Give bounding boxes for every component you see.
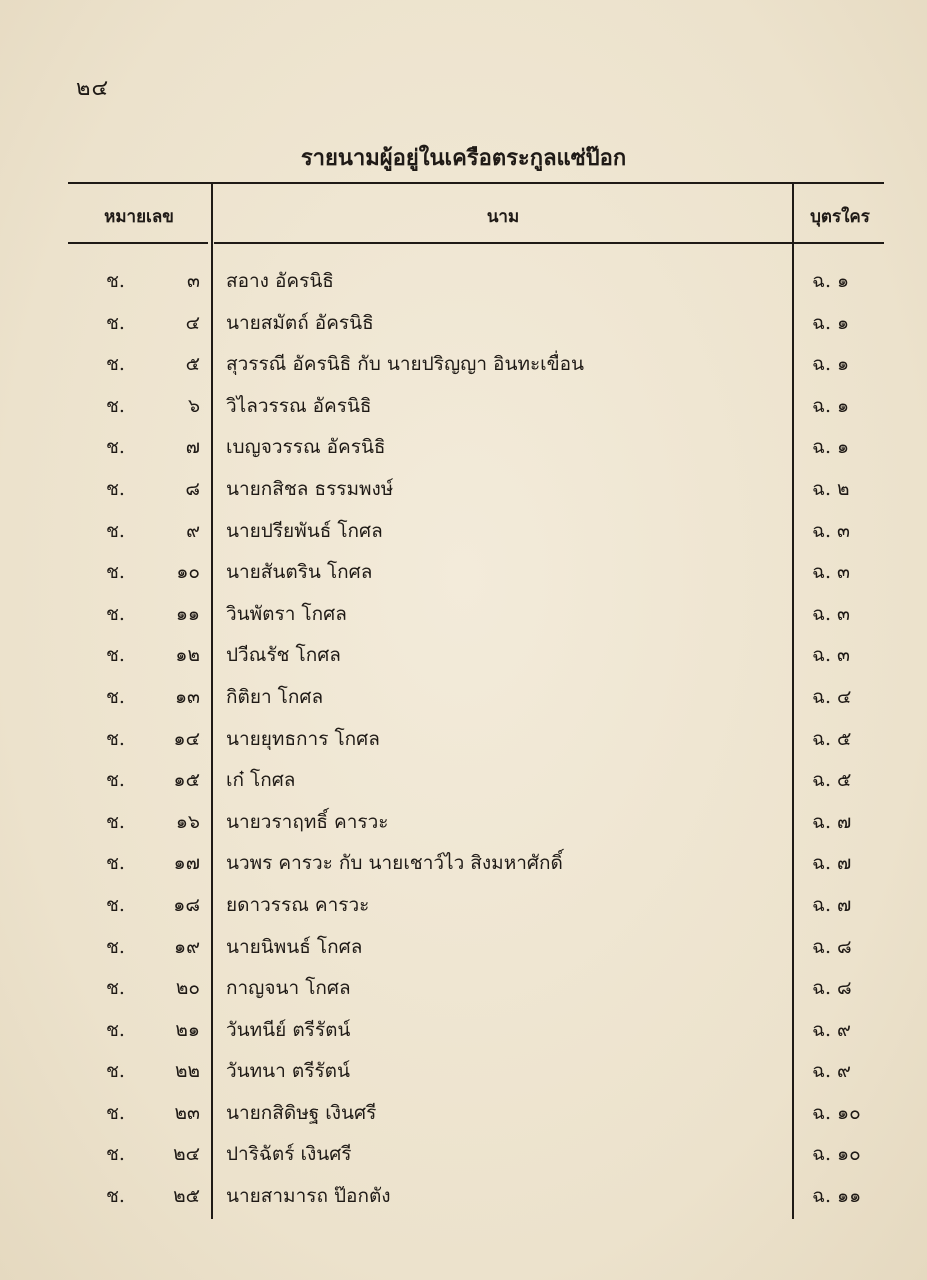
table-row bbox=[0, 591, 927, 633]
row-child-of: ฉ. ๕ bbox=[812, 769, 852, 792]
row-name: สุวรรณี อัครนิธิ กับ นายปริญญา อินทะเขื่อน bbox=[226, 353, 585, 376]
row-child-of: ฉ. ๗ bbox=[812, 893, 852, 916]
row-name: ยดาวรรณ คารวะ bbox=[226, 893, 370, 916]
row-name: นวพร คารวะ กับ นายเชาว์ไว สิงมหาศักดิ์ bbox=[226, 852, 563, 875]
row-child-of: ฉ. ๓ bbox=[812, 561, 851, 584]
page-title: รายนามผู้อยู่ในเครือตระกูลแซ่ป๊อก bbox=[300, 145, 627, 171]
table-row bbox=[0, 1007, 927, 1049]
row-child-of: ฉ. ๘ bbox=[812, 977, 852, 1000]
row-name: วิไลวรรณ อัครนิธิ bbox=[226, 394, 372, 417]
row-name: นายสมัตถ์ อัครนิธิ bbox=[226, 311, 374, 334]
table-body bbox=[0, 258, 927, 1215]
row-code-number: ๒๐ bbox=[175, 977, 200, 1000]
row-code-prefix: ช. bbox=[106, 477, 125, 500]
row-code-number: ๙ bbox=[186, 519, 200, 542]
row-name: สอาง อัครนิธิ bbox=[226, 270, 334, 292]
table-row bbox=[0, 799, 927, 841]
table-row bbox=[0, 840, 927, 882]
row-code-prefix: ช. bbox=[106, 1185, 125, 1208]
row-code-prefix: ช. bbox=[106, 1143, 125, 1166]
page-number: ๒๔ bbox=[76, 76, 110, 101]
table-row bbox=[0, 258, 927, 300]
row-code-prefix: ช. bbox=[106, 893, 125, 916]
table-row bbox=[0, 424, 927, 466]
row-code-number: ๑๖ bbox=[175, 810, 200, 833]
row-code-prefix: ช. bbox=[106, 727, 125, 750]
row-code-prefix: ช. bbox=[106, 353, 125, 376]
row-code-prefix: ช. bbox=[106, 935, 125, 958]
table-row bbox=[0, 300, 927, 342]
row-code-prefix: ช. bbox=[106, 1018, 125, 1041]
table-row bbox=[0, 1090, 927, 1132]
row-code-number: ๑๐ bbox=[176, 561, 200, 584]
row-name: นายยุทธการ โกศล bbox=[226, 727, 380, 750]
row-code-prefix: ช. bbox=[106, 394, 125, 417]
row-name: เก๋ โกศล bbox=[226, 769, 296, 792]
row-name: นายสามารถ ป๊อกตัง bbox=[226, 1185, 391, 1208]
header-child-of: บุตรใคร bbox=[810, 207, 870, 227]
row-code-number: ๘ bbox=[185, 477, 200, 500]
row-code-number: ๑๒ bbox=[175, 644, 200, 667]
table-row bbox=[0, 632, 927, 674]
row-code-number: ๒๔ bbox=[173, 1143, 200, 1166]
row-code-prefix: ช. bbox=[106, 270, 125, 292]
table-row bbox=[0, 341, 927, 383]
table-row bbox=[0, 1048, 927, 1090]
table-top-rule bbox=[68, 182, 884, 184]
row-child-of: ฉ. ๗ bbox=[812, 810, 852, 833]
table-row bbox=[0, 965, 927, 1007]
row-child-of: ฉ. ๒ bbox=[812, 477, 850, 500]
row-code-prefix: ช. bbox=[106, 436, 125, 459]
row-code-number: ๒๒ bbox=[174, 1060, 200, 1083]
row-name: วันทนา ตรีรัตน์ bbox=[226, 1060, 350, 1083]
table-row bbox=[0, 1131, 927, 1173]
row-code-number: ๒๓ bbox=[174, 1101, 200, 1124]
row-code-number: ๓ bbox=[187, 270, 200, 292]
row-child-of: ฉ. ๓ bbox=[812, 602, 851, 625]
row-code-prefix: ช. bbox=[106, 810, 125, 833]
row-child-of: ฉ. ๑๑ bbox=[812, 1185, 862, 1208]
row-code-prefix: ช. bbox=[106, 1101, 125, 1124]
row-code-prefix: ช. bbox=[106, 769, 125, 792]
row-code-number: ๒๕ bbox=[173, 1185, 200, 1208]
row-name: นายปรียพันธ์ โกศล bbox=[226, 519, 383, 542]
table-row bbox=[0, 1173, 927, 1215]
row-code-number: ๑๓ bbox=[174, 685, 200, 708]
row-code-number: ๑๘ bbox=[173, 893, 200, 916]
table-row bbox=[0, 508, 927, 550]
row-code-prefix: ช. bbox=[106, 1060, 125, 1083]
row-child-of: ฉ. ๘ bbox=[812, 935, 852, 958]
row-code-number: ๑๕ bbox=[173, 769, 200, 792]
row-code-number: ๑๑ bbox=[175, 602, 200, 625]
row-code-prefix: ช. bbox=[106, 644, 125, 667]
header-rule-right bbox=[214, 242, 884, 244]
row-name: นายสันตริน โกศล bbox=[226, 561, 373, 584]
row-code-prefix: ช. bbox=[106, 685, 125, 708]
row-child-of: ฉ. ๑๐ bbox=[812, 1101, 861, 1124]
row-name: นายนิพนธ์ โกศล bbox=[226, 935, 363, 958]
header-code: หมายเลข bbox=[104, 207, 174, 227]
row-name: นายกสิดิษฐ เงินศรี bbox=[226, 1101, 377, 1124]
table-row bbox=[0, 882, 927, 924]
table-row bbox=[0, 674, 927, 716]
row-name: ปาริฉัตร์ เงินศรี bbox=[226, 1143, 352, 1166]
table-row bbox=[0, 466, 927, 508]
row-name: นายกสิชล ธรรมพงษ์ bbox=[226, 477, 394, 500]
row-code-number: ๖ bbox=[187, 394, 200, 417]
row-code-prefix: ช. bbox=[106, 311, 125, 334]
row-code-number: ๑๙ bbox=[174, 935, 200, 958]
row-child-of: ฉ. ๓ bbox=[812, 519, 851, 542]
row-child-of: ฉ. ๑ bbox=[812, 270, 850, 292]
row-child-of: ฉ. ๑ bbox=[812, 394, 850, 417]
header-name: นาม bbox=[486, 207, 520, 227]
table-row bbox=[0, 549, 927, 591]
row-code-number: ๗ bbox=[185, 436, 200, 459]
row-name: นายวราฤทธิ์ คารวะ bbox=[226, 810, 389, 833]
row-child-of: ฉ. ๑ bbox=[812, 353, 850, 376]
row-child-of: ฉ. ๓ bbox=[812, 644, 851, 667]
header-rule-left bbox=[68, 242, 208, 244]
row-name: ปวีณรัช โกศล bbox=[226, 644, 341, 667]
row-code-number: ๑๗ bbox=[173, 852, 200, 875]
row-name: กาญจนา โกศล bbox=[226, 977, 351, 1000]
table-row bbox=[0, 716, 927, 758]
table-row bbox=[0, 924, 927, 966]
row-name: เบญจวรรณ อัครนิธิ bbox=[226, 436, 386, 459]
table-row bbox=[0, 757, 927, 799]
row-code-number: ๔ bbox=[185, 311, 200, 334]
row-code-prefix: ช. bbox=[106, 852, 125, 875]
row-name: กิติยา โกศล bbox=[226, 685, 324, 708]
row-code-prefix: ช. bbox=[106, 602, 125, 625]
row-name: วันทนีย์ ตรีรัตน์ bbox=[226, 1018, 351, 1041]
row-name: วินพัตรา โกศล bbox=[226, 602, 347, 625]
row-child-of: ฉ. ๗ bbox=[812, 852, 852, 875]
row-code-number: ๒๑ bbox=[175, 1018, 200, 1041]
row-child-of: ฉ. ๑ bbox=[812, 311, 850, 334]
row-code-prefix: ช. bbox=[106, 977, 125, 1000]
table-row bbox=[0, 383, 927, 425]
row-code-prefix: ช. bbox=[106, 561, 125, 584]
row-child-of: ฉ. ๑๐ bbox=[812, 1143, 861, 1166]
row-child-of: ฉ. ๕ bbox=[812, 727, 852, 750]
row-code-prefix: ช. bbox=[106, 519, 125, 542]
row-child-of: ฉ. ๙ bbox=[812, 1018, 851, 1041]
row-child-of: ฉ. ๔ bbox=[812, 685, 852, 708]
row-code-number: ๕ bbox=[185, 353, 200, 376]
row-child-of: ฉ. ๑ bbox=[812, 436, 850, 459]
row-code-number: ๑๔ bbox=[173, 727, 200, 750]
row-child-of: ฉ. ๙ bbox=[812, 1060, 851, 1083]
